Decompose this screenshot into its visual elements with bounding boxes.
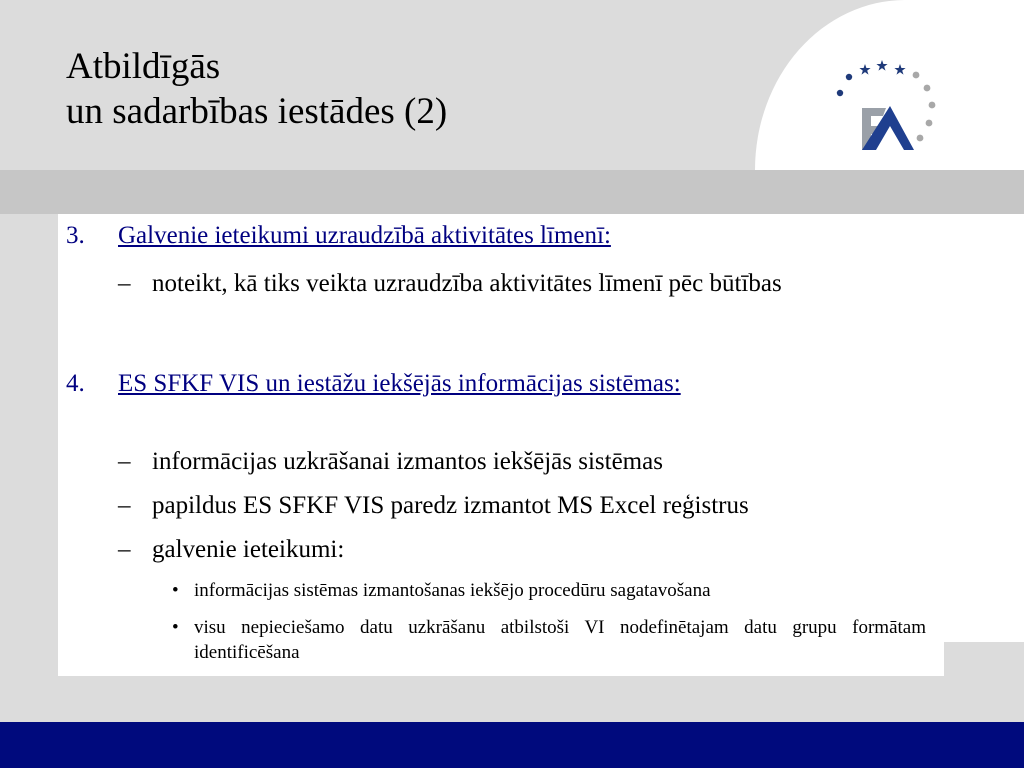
numbered-item-3 [66, 220, 926, 251]
title-line-1: Atbildīgās [66, 46, 221, 87]
logo-text: FM [828, 56, 830, 57]
dash-marker: – [118, 270, 131, 297]
title-line-2: un sadarbības iestādes (2) [66, 91, 448, 132]
slide-content [58, 214, 944, 676]
dash-marker: – [118, 448, 131, 475]
dash-item [118, 266, 926, 301]
bullet-marker: • [172, 580, 179, 601]
item-heading: Galvenie ieteikumi uzraudzībā aktivitātes līmenī: [118, 222, 611, 249]
item-number: 3. [66, 222, 85, 249]
ministry-logo-icon [828, 56, 938, 156]
item-number: 4. [66, 370, 85, 397]
dash-text: galvenie ieteikumi: [152, 536, 345, 563]
bullet-marker: • [172, 617, 179, 638]
bullet-item [172, 578, 926, 603]
dash-marker: – [118, 492, 131, 519]
dash-item [118, 532, 926, 567]
footer-gap [0, 676, 1024, 722]
dash-item [118, 488, 926, 523]
header-band [0, 170, 1024, 214]
numbered-item-4 [66, 368, 926, 399]
dash-item [118, 444, 926, 479]
dash-text: informācijas uzkrāšanai izmantos iekšējās sistēmas [152, 448, 663, 475]
dash-text: papildus ES SFKF VIS paredz izmantot MS Excel reģistrus [152, 492, 749, 519]
content-right-strip [944, 214, 1024, 642]
bullet-text: informācijas sistēmas izmantošanas iekšējo procedūru sagatavošana [194, 580, 711, 601]
bullet-text: visu nepieciešamo datu uzkrāšanu atbilstoši VI nodefinētajam datu grupu formātam identificēšana [194, 617, 926, 663]
dash-text: noteikt, kā tiks veikta uzraudzība aktivitātes līmenī pēc būtības [152, 270, 782, 297]
bullet-item [172, 615, 926, 665]
slide-title [66, 44, 447, 134]
footer-bar [0, 722, 1024, 768]
item-heading: ES SFKF VIS un iestāžu iekšējās informācijas sistēmas: [118, 370, 681, 397]
dash-marker: – [118, 536, 131, 563]
